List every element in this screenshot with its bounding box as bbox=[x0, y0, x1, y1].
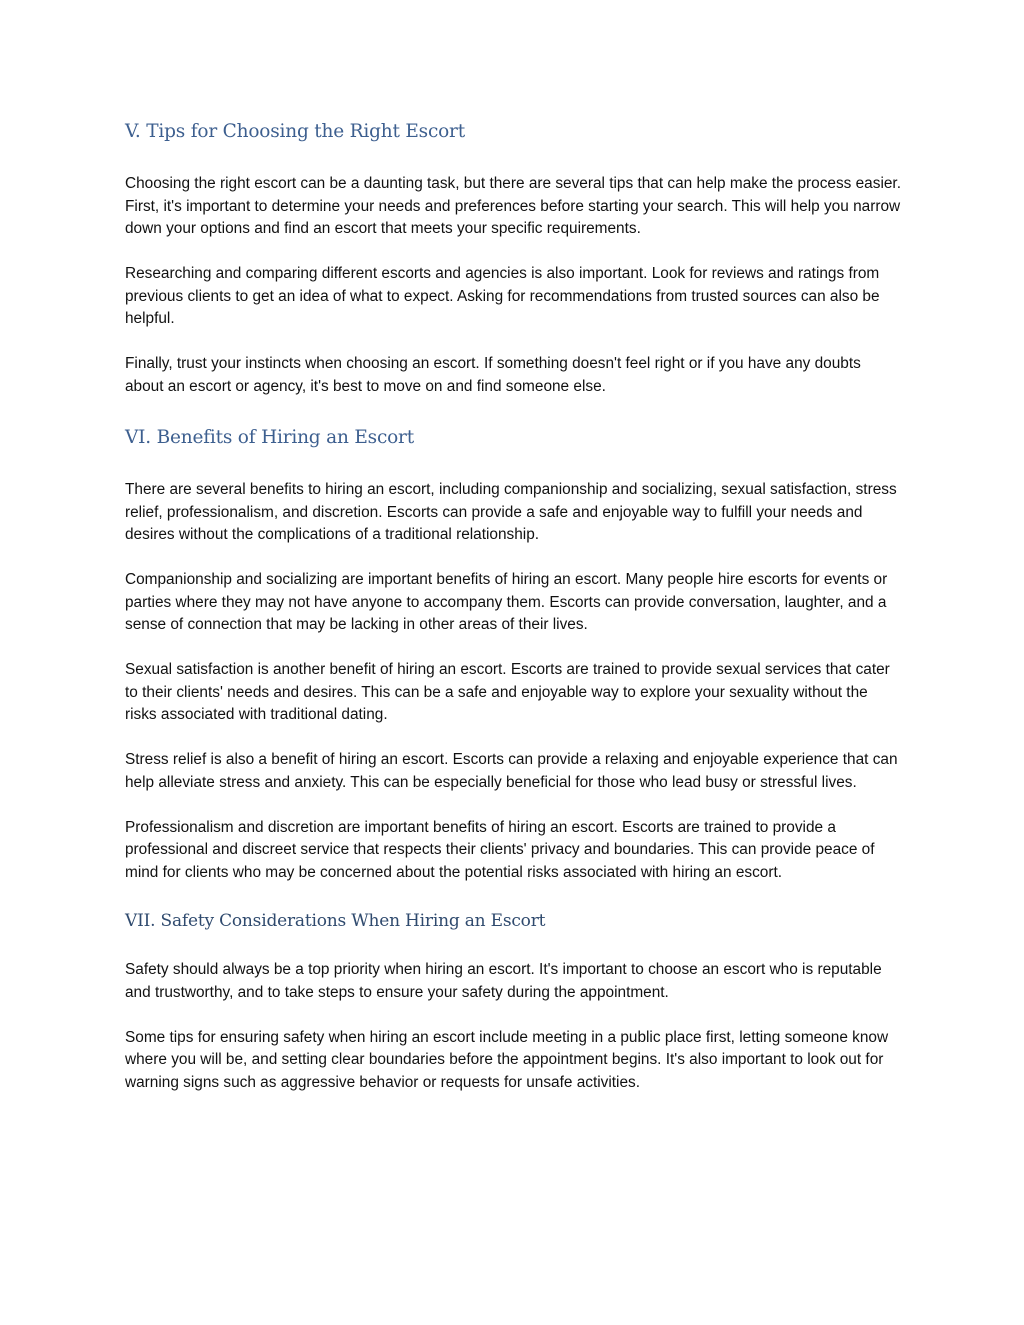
section-vi-paragraph-2: Companionship and socializing are important benefits of hiring an escort. Many people hire escorts for events or parties where they may not have anyone to accompany them. Escorts can provide conversation, laughter, and a sense of connection that may be lacking in other areas of their lives. bbox=[125, 571, 888, 633]
section-vii-paragraph-2: Some tips for ensuring safety when hiring an escort include meeting in a public place first, letting someone know where you will be, and setting clear boundaries before the appointment begins. It's also important to look out for warning signs such as aggressive behavior or requests for unsafe activities. bbox=[125, 1028, 889, 1091]
section-vi-paragraph-5: Professionalism and discretion are important benefits of hiring an escort. Escorts are trained to provide a professional and discreet service that respects their clients' privacy and boundaries. This can provide peace of mind for clients who may be concerned about the potential risks associated with hiring an escort. bbox=[125, 818, 875, 881]
page-content bbox=[125, 119, 903, 1094]
section-v-paragraph-2: Researching and comparing different escorts and agencies is also important. Look for reviews and ratings from previous clients to get an idea of what to expect. Asking for recommendations from trusted sources can also be helpful. bbox=[125, 265, 880, 327]
section-heading-vii: VII. Safety Considerations When Hiring an Escort bbox=[125, 911, 546, 931]
section-heading-vi: VI. Benefits of Hiring an Escort bbox=[125, 427, 414, 448]
section-v-paragraph-3: Finally, trust your instincts when choosing an escort. If something doesn't feel right or if you have any doubts about an escort or agency, it's best to move on and find someone else. bbox=[125, 355, 861, 395]
section-v-paragraph-1: Choosing the right escort can be a daunting task, but there are several tips that can help make the process easier. First, it's important to determine your needs and preferences before starting your search. This will help you narrow down your options and find an escort that meets your specific requirements. bbox=[125, 175, 901, 237]
section-vii-paragraph-1: Safety should always be a top priority when hiring an escort. It's important to choose an escort who is reputable and trustworthy, and to take steps to ensure your safety during the appointment. bbox=[125, 961, 882, 1001]
section-heading-v: V. Tips for Choosing the Right Escort bbox=[125, 121, 465, 142]
section-vi-paragraph-4: Stress relief is also a benefit of hiring an escort. Escorts can provide a relaxing and enjoyable experience that can help alleviate stress and anxiety. This can be especially beneficial for those who lead busy or stressful lives. bbox=[125, 751, 898, 791]
section-vi-paragraph-3: Sexual satisfaction is another benefit of hiring an escort. Escorts are trained to provide sexual services that cater to their clients' needs and desires. This can be a safe and enjoyable way to explore your sexuality without the risks associated with traditional dating. bbox=[125, 661, 890, 723]
section-vi-paragraph-1: There are several benefits to hiring an escort, including companionship and socializing, sexual satisfaction, stress relief, professionalism, and discretion. Escorts can provide a safe and enjoyable way to fulfill your needs and desires without the complications of a traditional relationship. bbox=[125, 481, 897, 543]
